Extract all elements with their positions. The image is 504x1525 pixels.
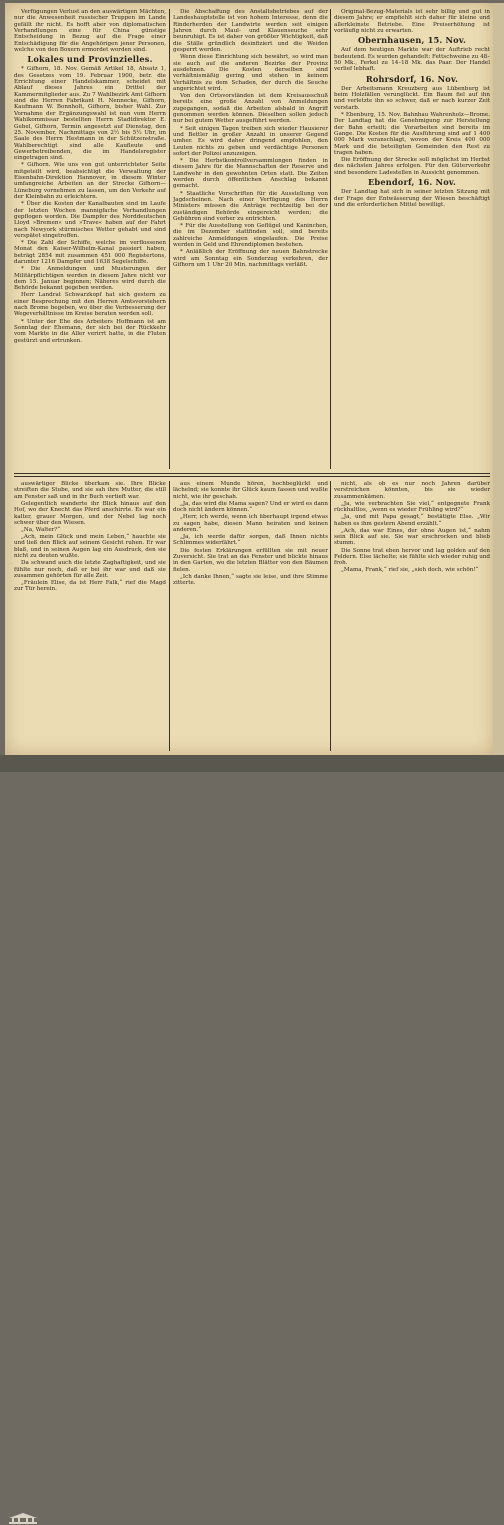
article-paragraph: Gelegentlich wanderte ihr Blick hinaus auf den Hof, wo der Knecht das Pferd anschirrte. Es war ein kalter, grauer Morgen, und der Nebel lag noch schwer über den Wiesen. xyxy=(14,500,166,526)
article-paragraph: Die Eröffnung der Strecke soll möglichst im Herbst des nächsten Jahres erfolgen. Für den Güterverkehr sind besondere Ladestellen in Aussicht genommen. xyxy=(334,157,490,176)
column-bottom-3 xyxy=(334,481,490,751)
section-heading: Ebendorf, 16. Nov. xyxy=(367,177,457,188)
column-bottom-1 xyxy=(14,481,166,751)
article-paragraph: Der Landtag hat sich in seiner letzten Sitzung mit der Frage der Entwässerung der Wiesen beschäftigt und die erforderlichen Mittel bewilligt. xyxy=(334,189,490,208)
article-paragraph: auswärtiger Blicke überkam sie. Ihre Blicke streiften die Stube, und sie sah ihre Mutter, die still am Fenster saß und in ihr Buch vertieft war. xyxy=(14,481,166,500)
article-paragraph: „Ja, das wird die Mama sagen? Und er wird es dann doch nicht ändern können.“ xyxy=(173,500,328,514)
article-paragraph: * Ebenburg, 15. Nov. Bahnbau Wahrenholz—Brome. Der Landtag hat die Genehmigung zur Herstellung der Bahn erteilt; die Vorarbeiten sind bereits im Gange. Die Kosten für die Ausführung sind auf 1 400 000 Mark veranschlagt, wovon der Kreis 400 000 Mark und die beteiligten Gemeinden den Rest zu tragen haben. xyxy=(334,111,490,156)
article-paragraph: „Ja, wie verbrachten Sie viel,“ entgegnete Frank rückhaltlos, „wenn es wieder Frühling wird?“ xyxy=(334,500,490,514)
column-top-3 xyxy=(334,9,490,469)
article-paragraph: * Gifhorn. Wie uns von gut unterrichteter Seite mitgeteilt wird, beabsichtigt die Verwaltung der Eisenbahn-Direktion Hannover, in diesem Winter umfangreiche Arbeiten an der Strecke Gifhorn—Lüneburg vornehmen zu lassen, um den Verkehr auf der Kleinbahn zu erleichtern. xyxy=(14,162,166,201)
archive-building-icon xyxy=(8,1512,38,1525)
article-paragraph: Herr Landrat Schwarzkopf hat sich gestern zu einer Besprechung mit den Herren Amtsvorstehern nach Brome begeben, wo über die Verbesserung der Wegeverhältnisse im Kreise beraten werden soll. xyxy=(14,292,166,318)
article-paragraph: „Ja, und mit Papa gesagt,“ bestätigte Else. „Wir haben es ihm gestern Abend erzählt.“ xyxy=(334,514,490,527)
article-paragraph: Original-Bezug-Materials ist sehr billig und gut in diesem Jahre; er empfiehlt sich daher für kleine und allerkleinste Betriebe. Eine Preiserhöhung ist vorläufig nicht zu erwarten. xyxy=(334,9,490,35)
article-paragraph: * Die Zahl der Schiffe, welche im verflossenen Monat den Kaiser-Wilhelm-Kanal passiert haben, beträgt 2854 mit zusammen 451 000 Registertons, darunter 1216 Dampfer und 1638 Segelschiffe. xyxy=(14,240,166,266)
article-paragraph: Wenn diese Einrichtung sich bewährt, so wird man sie auch auf die anderen Bezirke der Provinz ausdehnen. Die Kosten derselben sind verhältnismäßig gering und stehen in keinem Verhältnis zu dem Schaden, der durch die Seuche angerichtet wird. xyxy=(173,54,328,92)
article-paragraph: Verfügungen Verlust an den auswärtigen Mächten, nur die Anwesenheit russischer Truppen im Lande gefällt ihr nicht. Es hofft aber von diplomatischen Verhandlungen eine für China günstige Entscheidung in Bezug auf die Frage einer Entschädigung für die Angehörigen jener Personen, welche von den Boxern ermordet worden sind. xyxy=(14,9,166,54)
article-paragraph: * Gifhorn, 18. Nov. Gemäß Artikel 18, Absatz 1, des Gesetzes vom 19. Februar 1900, betr. die Errichtung einer Handelskammer, scheidet mit Ablauf dieses Jahres ein Drittel der Kammermitglieder aus. Zu 7 Wahlbezirk Amt Gifhorn sind die Herren Fabrikant H. Nennecke, Gifhorn, Kaufmann W. Bonnholt, Gifhorn, bisher Wahl. Zur Vornahme der Ergänzungswahl ist nun vom Herrn Wahlkommissar bestellten Herrn Stadtdirektor E. Gebel, Gifhorn, Termin angesetzt auf Dienstag, den 25. November, Nachmittags von 2½ bis 5½ Uhr, im Saale des Herrn Hestmann in der Schützenstraße. Wahlberechtigt sind alle Kaufleute und Gewerbetreibenden, die im Handelsregister eingetragen sind. xyxy=(14,66,166,162)
article-paragraph: „Na, Walter?“ xyxy=(21,527,61,533)
article-paragraph: * Über die Kosten der Kanalbauten sind im Laufe der letzten Wochen mannigfache Verhandlungen gepflogen worden. Die Dampfer des Norddeutschen Lloyd »Bremen« und »Trave« haben auf der Fahrt nach Newyork stürmisches Wetter gehabt und sind verspätet eingetroffen. xyxy=(14,201,166,239)
page-edge xyxy=(493,3,504,755)
article-paragraph: Die Abschaffung des Anstaltsbetriebes auf der Landeshauptstelle ist von hohem Interesse, denn die Rinderherden der Landwirte werden seit einigen Jahren durch Maul- und Klauenseuche sehr beunruhigt. Es ist daher von größter Wichtigkeit, daß die Ställe gründlich desinfiziert und die Weiden gesperrt werden. xyxy=(173,9,328,54)
article-paragraph: * Für die Ausstellung von Geflügel und Kaninchen, die im Dezember stattfinden soll, sind bereits zahlreiche Anmeldungen eingelaufen. Die Preise werden in Geld und Ehrendiplomen bestehen. xyxy=(173,223,328,249)
article-paragraph: aus einem Munde hören, hochbeglückt und lächelnd; sie konnte ihr Glück kaum fassen und wußte nicht, wie ihr geschah. xyxy=(173,481,328,500)
feuilleton-divider xyxy=(14,473,490,474)
article-paragraph: * Staatliche Vorschriften für die Ausstellung von Jagdscheinen. Nach einer Verfügung des Herrn Ministers müssen die Anträge rechtzeitig bei der zuständigen Behörde eingereicht werden; die Gebühren sind vorher zu entrichten. xyxy=(173,190,328,222)
article-paragraph: „Fräulein Elise, da ist Herr Falk,“ rief die Magd zur Tür herein. xyxy=(14,580,166,593)
article-paragraph: * Die Herbstkontrollversammlungen finden in diesem Jahre für die Mannschaften der Reserve und Landwehr in den gewohnten Orten statt. Die Zeiten werden durch öffentlichen Anschlag bekannt gemacht. xyxy=(173,158,328,190)
article-paragraph: nicht, als ob es nur noch Jahren darüber verstreichen könnten, bis sie wieder zusammenkämen. xyxy=(334,481,490,500)
article-paragraph: Der Arbeitsmann Kreuzberg aus Lübenburg ist beim Holzfällen verunglückt. Ein Baum fiel auf ihn und verletzte ihn so schwer, daß er nach kurzer Zeit verstarb. xyxy=(334,85,490,111)
section-heading: Lokales und Provinzielles. xyxy=(27,54,153,65)
column-divider xyxy=(330,9,331,469)
article-paragraph: * Seit einigen Tagen treiben sich wieder Hausierer und Bettler in großer Anzahl in unserer Gegend umher. Es wird daher dringend empfohlen, den Leuten nichts zu geben und verdächtige Personen sofort der Polizei anzuzeigen. xyxy=(173,125,328,157)
section-heading: Obernhausen, 15. Nov. xyxy=(357,35,467,46)
column-divider xyxy=(330,481,331,751)
article-paragraph: „Mama, Frank,“ rief sie, „sieh doch, wie schön!“ xyxy=(341,567,479,574)
column-divider xyxy=(169,481,170,751)
article-paragraph: „Herr, ich werde, wenn ich überhaupt irgend etwas zu sagen habe, diesen Mann heiraten und keinen anderen.“ xyxy=(173,514,328,533)
article-paragraph: Von den Ortsvorständen ist dem Kreisausschuß bereits eine große Anzahl von Anmeldungen zugegangen, sodaß die Arbeiten alsbald in Angriff genommen werden können. Dieselben sollen jedoch nur bei gutem Wetter ausgeführt werden. xyxy=(173,93,328,125)
article-paragraph: * Die Anmeldungen und Musterungen der Militärpflichtigen werden in diesem Jahre nicht vor dem 15. Januar beginnen; Näheres wird durch die Behörde bekannt gegeben werden. xyxy=(14,266,166,292)
article-paragraph: „Ach, mein Glück und mein Leben,“ hauchte sie und ließ den Blick auf seinem Gesicht ruhen. Er war blaß, und in seinen Augen lag ein Ausdruck, den sie nicht zu deuten wußte. xyxy=(14,534,166,560)
article-paragraph: Auf dem heutigen Markte war der Auftrieb recht bedeutend. Es wurden gehandelt: Fettschweine zu 48–50 Mk., Ferkel zu 14–18 Mk. das Paar. Der Handel verlief lebhaft. xyxy=(334,47,490,73)
column-divider xyxy=(169,9,170,469)
article-paragraph: „Ich danke Ihnen,“ sagte sie leise, und ihre Stimme zitterte. xyxy=(173,573,328,587)
article-paragraph: „Ach, das war Eines, der ohne Augen ist,“ nahm sein Blick auf sie. Sie war erschrocken und blieb stumm. xyxy=(334,527,490,547)
column-top-2 xyxy=(173,9,328,469)
feuilleton-divider xyxy=(14,476,490,477)
article-paragraph: Die Sonne trat eben hervor und lag golden auf den Feldern. Else lächelte; sie fühlte sich wieder ruhig und froh. xyxy=(334,547,490,567)
viewer-footer xyxy=(0,755,504,772)
article-paragraph: Die festen Erklärungen erfüllten sie mit neuer Zuversicht. Sie trat an das Fenster und blickte hinaus in den Garten, wo die letzten Blätter von den Bäumen fielen. xyxy=(173,547,328,573)
newspaper-page xyxy=(5,3,493,755)
column-bottom-2 xyxy=(173,481,328,751)
article-paragraph: Da schwand auch die letzte Zaghaftigkeit, und sie fühlte nur noch, daß er bei ihr war und daß sie zusammen gehörten für alle Zeit. xyxy=(14,560,166,579)
column-top-1 xyxy=(14,9,166,469)
article-paragraph: * Anläßlich der Eröffnung der neuen Bahnstrecke wird am Sonntag ein Sonderzug verkehren, der Gifhorn um 1 Uhr 20 Min. nachmittags verläßt. xyxy=(173,249,328,268)
article-paragraph: * Unter der Ehe des Arbeiters Hoffmann ist am Sonntag der Ehemann, der sich bei der Rückkehr vom Markte in die Aller verirrt hatte, in die Fluten gestürzt und ertrunken. xyxy=(14,318,166,344)
section-heading: Rohrsdorf, 16. Nov. xyxy=(365,73,459,84)
article-paragraph: „Ja, ich werde dafür sorgen, daß Ihnen nichts Schlimmes widerfährt.“ xyxy=(173,534,328,547)
